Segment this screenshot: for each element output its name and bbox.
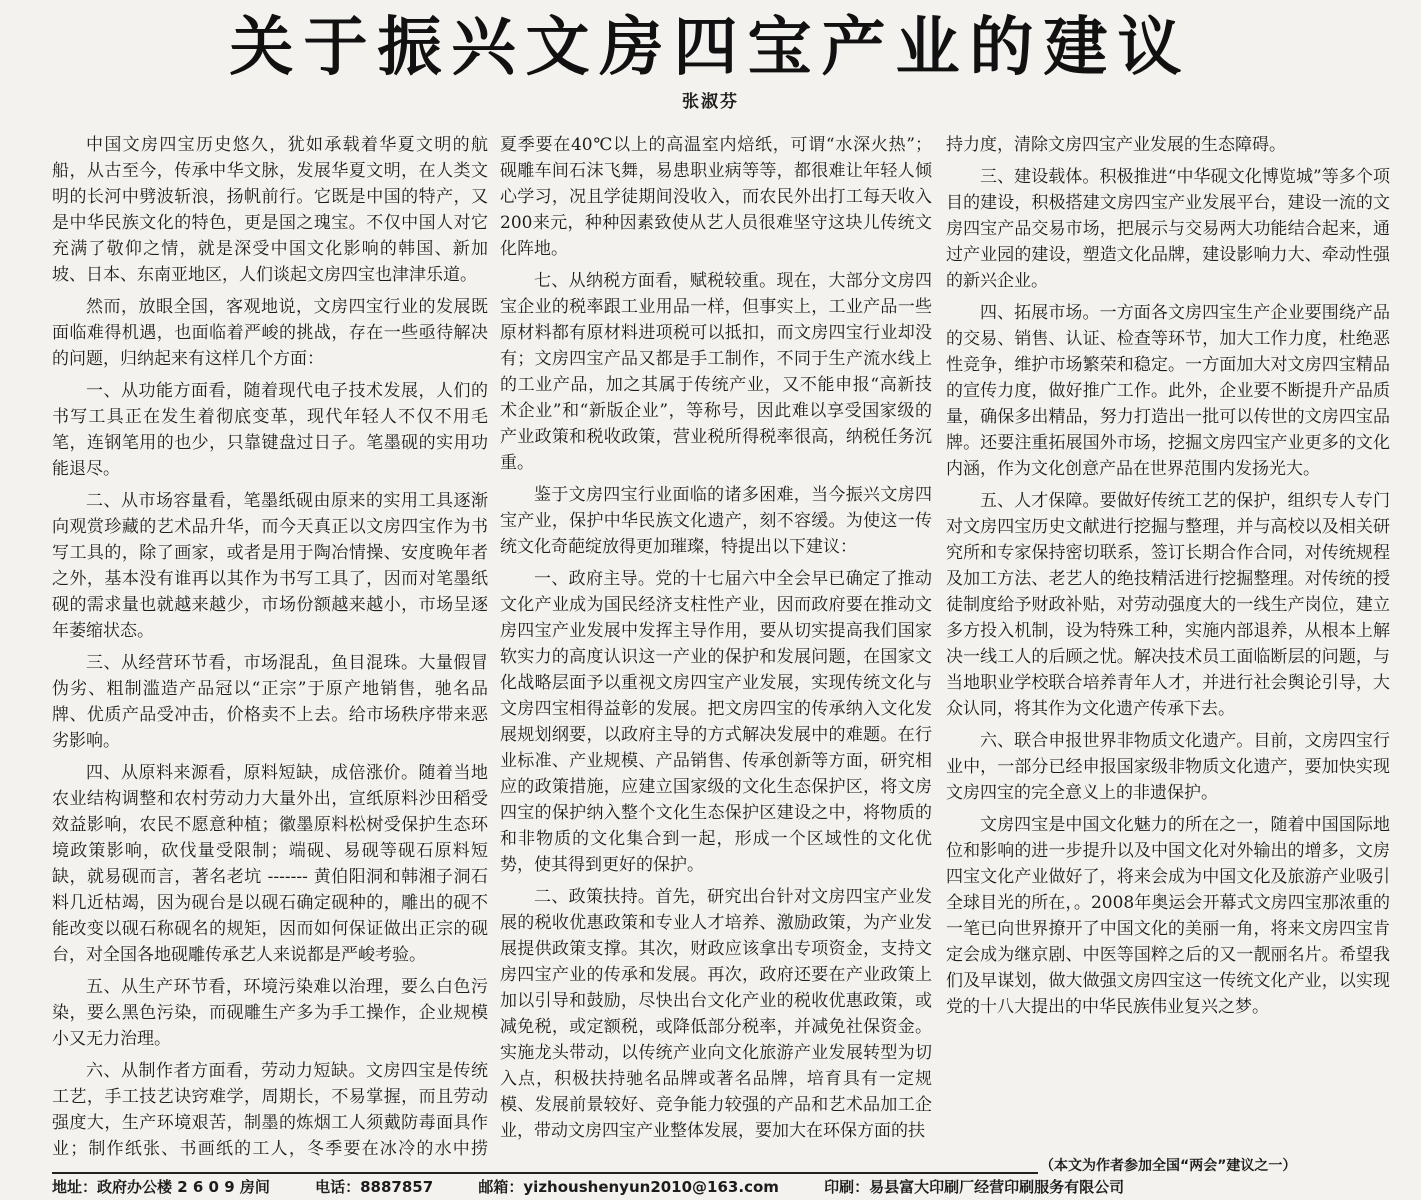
paragraph: 三、建设载体。积极推进“中华砚文化博览城”等多个项目的建设，积极搭建文房四宝产业发展平台，建设一流的文房四宝产品交易市场，把展示与交易两大功能结合起来，通过产业园的建设，塑造文化品牌，建设影响力大、牵动性强的新兴企业。 <box>946 167 1390 291</box>
paragraph: 七、从纳税方面看，赋税较重。现在，大部分文房四宝企业的税率跟工业用品一样，但事实上，工业产品一些原材料都有原材料进项税可以抵扣，而文房四宝行业却没有；文房四宝产品又都是手工制作，不同于生产流水线上的工业产品，加之其属于传统产业，又不能申报“高新技术企业”和“新版企业”，等称号，因此难以享受国家级的产业政策和税收政策，营业税所得税率很高，纳税任务沉重。 <box>500 271 932 473</box>
paragraph: 一、从功能方面看，随着现代电子技术发展，人们的书写工具正在发生着彻底变革，现代年轻人不仅不用毛笔，连钢笔用的也少，只靠键盘过日子。笔墨砚的实用功能退尽。 <box>52 381 488 479</box>
paragraph: 然而，放眼全国，客观地说，文房四宝行业的发展既面临难得机遇，也面临着严峻的挑战，存在一些亟待解决的问题，归纳起来有这样几个方面： <box>52 297 488 369</box>
article-column-3 <box>946 132 1390 1158</box>
paragraph: 二、政策扶持。首先，研究出台针对文房四宝产业发展的税收优惠政策和专业人才培养、激励政策，为产业发展提供政策支撑。其次，财政应该拿出专项资金，支持文房四宝产业的传承和发展。再次，政府还要在产业政策上加以引导和鼓励，尽快出台文化产业的税收优惠政策，或减免税，或定额税，或降低部分税率，并减免社保资金。实施龙头带动，以传统产业向文化旅游产业发展转型为切入点，积极扶持驰名品牌或著名品牌，培育具有一定规模、发展前景较好、竞争能力较强的产品和艺术品加工企业，带动文房四宝产业整体发展，要加大在环保方面的扶 <box>500 887 932 1141</box>
paragraph: 六、从制作者方面看，劳动力短缺。文房四宝是传统工艺，手工技艺诀窍难学，周期长，不易掌握，而且劳动强度大，生产环境艰苦，制墨的炼烟工人须戴防毒面具作业；制作纸张、书画纸的工人，冬季要在冰冷的水中捞 <box>52 1061 488 1158</box>
paragraph: 持力度，清除文房四宝产业发展的生态障碍。 <box>946 135 1286 155</box>
paragraph: 四、从原料来源看，原料短缺，成倍涨价。随着当地农业结构调整和农村劳动力大量外出，宣纸原料沙田稻受效益影响，农民不愿意种植；徽墨原料松树受保护生态环境政策影响，砍伐量受限制；端砚、易砚等砚石原料短缺，就易砚而言，著名老坑 ------- 黄伯阳洞和韩湘子洞石料几近枯竭，因为砚台是以砚石确定砚种的，雕出的砚不能改变以砚石称砚名的规矩，因而如何保证做出正宗的砚台，对全国各地砚雕传承艺人来说都是严峻考验。 <box>52 763 488 965</box>
paragraph: 二、从市场容量看，笔墨纸砚由原来的实用工具逐渐向观赏珍藏的艺术品升华，而今天真正以文房四宝作为书写工具的，除了画家，或者是用于陶冶情操、安度晚年者之外，基本没有谁再以其作为书写工具了，因而对笔墨纸砚的需求量也就越来越少，市场份额越来越小，市场呈逐年萎缩状态。 <box>52 491 488 641</box>
footer-divider <box>52 1172 1038 1174</box>
author-note: （本文为作者参加全国“两会”建议之一） <box>1040 1158 1297 1174</box>
footer <box>52 1176 1392 1200</box>
footer-address: 地址：政府办公楼 2 6 0 9 房间 <box>52 1178 270 1196</box>
paragraph: 四、拓展市场。一方面各文房四宝生产企业要围绕产品的交易、销售、认证、检查等环节，加大工作力度，杜绝恶性竞争，维护市场繁荣和稳定。一方面加大对文房四宝精品的宣传力度，做好推广工作。此外，企业要不断提升产品质量，确保多出精品，努力打造出一批可以传世的文房四宝品牌。还要注重拓展国外市场，挖掘文房四宝产业更多的文化内涵，作为文化创意产品在世界范围内发扬光大。 <box>946 303 1390 479</box>
paragraph: 三、从经营环节看，市场混乱，鱼目混珠。大量假冒伪劣、粗制滥造产品冠以“正宗”于原产地销售，驰名品牌、优质产品受冲击，价格卖不上去。给市场秩序带来恶劣影响。 <box>52 653 488 751</box>
paragraph: 中国文房四宝历史悠久，犹如承载着华夏文明的航船，从古至今，传承中华文脉，发展华夏文明，在人类文明的长河中劈波斩浪，扬帆前行。它既是中国的特产，又是中华民族文化的特色，更是国之瑰宝。不仅中国人对它充满了敬仰之情，就是深受中国文化影响的韩国、新加坡、日本、东南亚地区，人们谈起文房四宝也津津乐道。 <box>52 135 488 285</box>
author-name: 张淑芬 <box>682 92 739 112</box>
paragraph: 鉴于文房四宝行业面临的诸多困难，当今振兴文房四宝产业，保护中华民族文化遗产，刻不容缓。为使这一传统文化奇葩绽放得更加璀璨，特提出以下建议： <box>500 485 932 557</box>
paragraph: 一、政府主导。党的十七届六中全会早已确定了推动文化产业成为国民经济支柱性产业，因而政府要在推动文房四宝产业发展中发挥主导作用，要从切实提高我们国家软实力的高度认识这一产业的保护和发展问题，在国家文化战略层面予以重视文房四宝产业发展，实现传统文化与文房四宝相得益彰的发展。把文房四宝的传承纳入文化发展规划纲要，以政府主导的方式解决发展中的难题。在行业标准、产业规模、产品销售、传承创新等方面，研究相应的政策措施，应建立国家级的文化生态保护区，将文房四宝的保护纳入整个文化生态保护区建设之中，将物质的和非物质的文化集合到一起，形成一个区域性的文化优势，使其得到更好的保护。 <box>500 569 932 875</box>
page-title: 关于振兴文房四宝产业的建议 <box>229 11 1192 85</box>
paragraph: 文房四宝是中国文化魅力的所在之一，随着中国国际地位和影响的进一步提升以及中国文化对外输出的增多，文房四宝文化产业做好了，将来会成为中国文化及旅游产业吸引全球目光的所在，。2008年奥运会开幕式文房四宝那浓重的一笔已向世界撩开了中国文化的美丽一角，将来文房四宝肯定会成为继京剧、中医等国粹之后的又一靓丽名片。希望我们及早谋划，做大做强文房四宝这一传统文化产业，以实现党的十八大提出的中华民族伟业复兴之梦。 <box>946 815 1390 1017</box>
article-column-2 <box>500 132 932 1158</box>
footer-phone: 电话：8887857 <box>315 1178 434 1196</box>
paragraph: 五、从生产环节看，环境污染难以治理，要么白色污染，要么黑色污染，而砚雕生产多为手工操作，企业规模小又无力治理。 <box>52 977 488 1049</box>
paragraph: 五、人才保障。要做好传统工艺的保护，组织专人专门对文房四宝历史文献进行挖掘与整理，并与高校以及相关研究所和专家保持密切联系，签订长期合作合同，对传统规程及加工方法、老艺人的绝技精活进行挖掘整理。对传统的授徒制度给予财政补贴，对劳动强度大的一线生产岗位，建立多方投入机制，设为特殊工种，实施内部退养，从根本上解决一线工人的后顾之忧。解决技术员工面临断层的问题，与当地职业学校联合培养青年人才，并进行社会舆论引导，大众认同，将其作为文化遗产传承下去。 <box>946 491 1390 719</box>
paragraph: 六、联合申报世界非物质文化遗产。目前，文房四宝行业中，一部分已经申报国家级非物质文化遗产，要加快实现文房四宝的完全意义上的非遗保护。 <box>946 731 1390 803</box>
paragraph: 夏季要在40℃以上的高温室内焙纸，可谓“水深火热”；砚雕车间石沫飞舞，易患职业病等等，都很难让年轻人倾心学习，况且学徒期间没收入，而农民外出打工每天收入200来元，种种因素致使从艺人员很难坚守这块儿传统文化阵地。 <box>500 135 932 259</box>
footer-email: 邮箱：yizhoushenyun2010@163.com <box>478 1178 779 1196</box>
article-column-1 <box>52 132 488 1158</box>
footer-printer: 印刷：易县富大印刷厂经营印刷服务有限公司 <box>824 1178 1125 1196</box>
